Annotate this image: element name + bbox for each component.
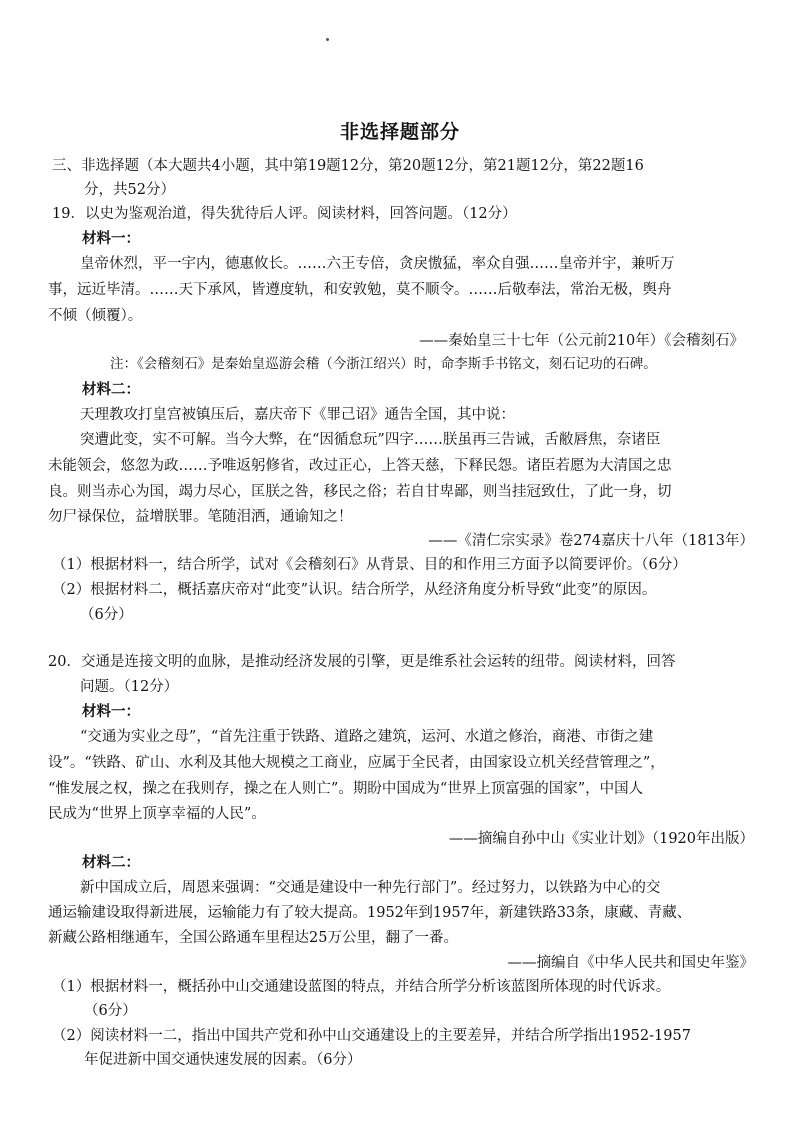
- q20-stem-line2: 问题。（12分）: [80, 679, 179, 695]
- q19-material2-line3: 未能领会，悠忽为政……予唯返躬修省，改过正心，上答天慈，下释民怨。诸臣若愿为大清国之忠: [48, 458, 672, 474]
- q19-material1-line1: 皇帝休烈，平一宇内，德惠攸长。……六王专倍，贪戾慠猛，率众自强……皇帝并宇，兼听万: [80, 256, 675, 272]
- q19-material2-label: 材料二：: [82, 382, 140, 398]
- q20-material1-source: ——摘编自孙中山《实业计划》（1920年出版）: [448, 831, 754, 847]
- q19-subquestion-1: （1）根据材料一，结合所学，试对《会稽刻石》从背景、目的和作用三方面予以简要评价。（6分）: [52, 557, 687, 573]
- q20-material1-line2: 设”。“铁路、矿山、水利及其他大规模之工商业，应属于全民者，由国家设立机关经营管理之”，: [48, 755, 665, 771]
- q19-material1-note: 注：《会稽刻石》是秦始皇巡游会稽（今浙江绍兴）时，命李斯手书铭文，刻石记功的石碑。: [110, 356, 657, 372]
- scan-speck: [326, 38, 329, 41]
- q19-material1-label: 材料一：: [82, 231, 140, 247]
- q20-stem-line1: 20．交通是连接文明的血脉，是推动经济发展的引擎，更是维系社会运转的纽带。阅读材料，回答: [48, 654, 676, 670]
- section-title: 非选择题部分: [339, 121, 460, 143]
- q20-material2-label: 材料二：: [82, 855, 140, 871]
- q19-material2-line4: 良。则当赤心为国，竭力尽心，匡朕之咎，移民之俗；若自甘卑鄙，则当挂冠致仕，了此一身，切: [48, 484, 672, 500]
- q19-material2-line1: 天理教攻打皇宫被镇压后，嘉庆帝下《罪己诏》通告全国，其中说：: [80, 407, 515, 423]
- q19-material2-line2: 突遭此变，实不可解。当今大弊，在“因循怠玩”四字……朕虽再三告诫，舌敝唇焦，奈诸臣: [80, 432, 661, 448]
- q20-material2-line3: 新藏公路相继通车，全国公路通车里程达25万公里，翻了一番。: [48, 930, 458, 946]
- q20-subquestion-2-line1: （2）阅读材料一二，指出中国共产党和孙中山交通建设上的主要差异，并结合所学指出1952-1957: [52, 1028, 691, 1044]
- q19-stem: 19．以史为鉴观治道，得失犹待后人评。阅读材料，回答问题。（12分）: [52, 206, 517, 222]
- q19-subquestion-2-line2: （6分）: [80, 607, 133, 623]
- q19-material1-source: ——秦始皇三十七年（公元前210年）《会稽刻石》: [419, 333, 744, 349]
- q20-material1-line1: “交通为实业之母”，“首先注重于铁路、道路之建筑，运河、水道之修治，商港、市街之建: [80, 729, 654, 745]
- section-header-line1: 三、非选择题（本大题共4小题，其中第19题12分，第20题12分，第21题12分，第22题16: [52, 158, 644, 174]
- q20-subquestion-1-line1: （1）根据材料一，概括孙中山交通建设蓝图的特点，并结合所学分析该蓝图所体现的时代诉求。: [52, 979, 671, 995]
- q19-material2-source: ——《清仁宗实录》卷274嘉庆十八年（1813年）: [428, 533, 754, 549]
- q20-material1-label: 材料一：: [82, 704, 140, 720]
- q20-material2-line1: 新中国成立后，周恩来强调：“交通是建设中一种先行部门”。经过努力，以铁路为中心的交: [80, 880, 661, 896]
- q19-material1-line3: 不倾（倾覆）。: [48, 308, 143, 324]
- q20-material1-line3: “惟发展之权，操之在我则存，操之在人则亡”。期盼中国成为“世界上顶富强的国家”，中国人: [48, 781, 644, 797]
- q20-subquestion-1-line2: （6分）: [84, 1003, 137, 1019]
- q20-material2-line2: 通运输建设取得新进展，运输能力有了较大提高。1952年到1957年，新建铁路33条，康藏、青藏、: [48, 905, 692, 921]
- q19-subquestion-2-line1: （2）根据材料二，概括嘉庆帝对“此变”认识。结合所学，从经济角度分析导致“此变”的原因。: [52, 582, 657, 598]
- q19-material2-line5: 勿尸禄保位，益增朕罪。笔随泪洒，通谕知之！: [48, 509, 353, 525]
- q19-material1-line2: 事，远近毕清。……天下承风，皆遵度轨，和安敦勉，莫不顺令。……后敬奉法，常治无极，舆舟: [48, 282, 672, 298]
- q20-material2-source: ——摘编自《中华人民共和国史年鉴》: [507, 955, 754, 971]
- q20-material1-line4: 民成为“世界上顶享幸福的人民”。: [48, 806, 266, 822]
- q20-subquestion-2-line2: 年促进新中国交通快速发展的因素。（6分）: [84, 1052, 362, 1068]
- section-header-line2: 分，共52分）: [84, 182, 175, 198]
